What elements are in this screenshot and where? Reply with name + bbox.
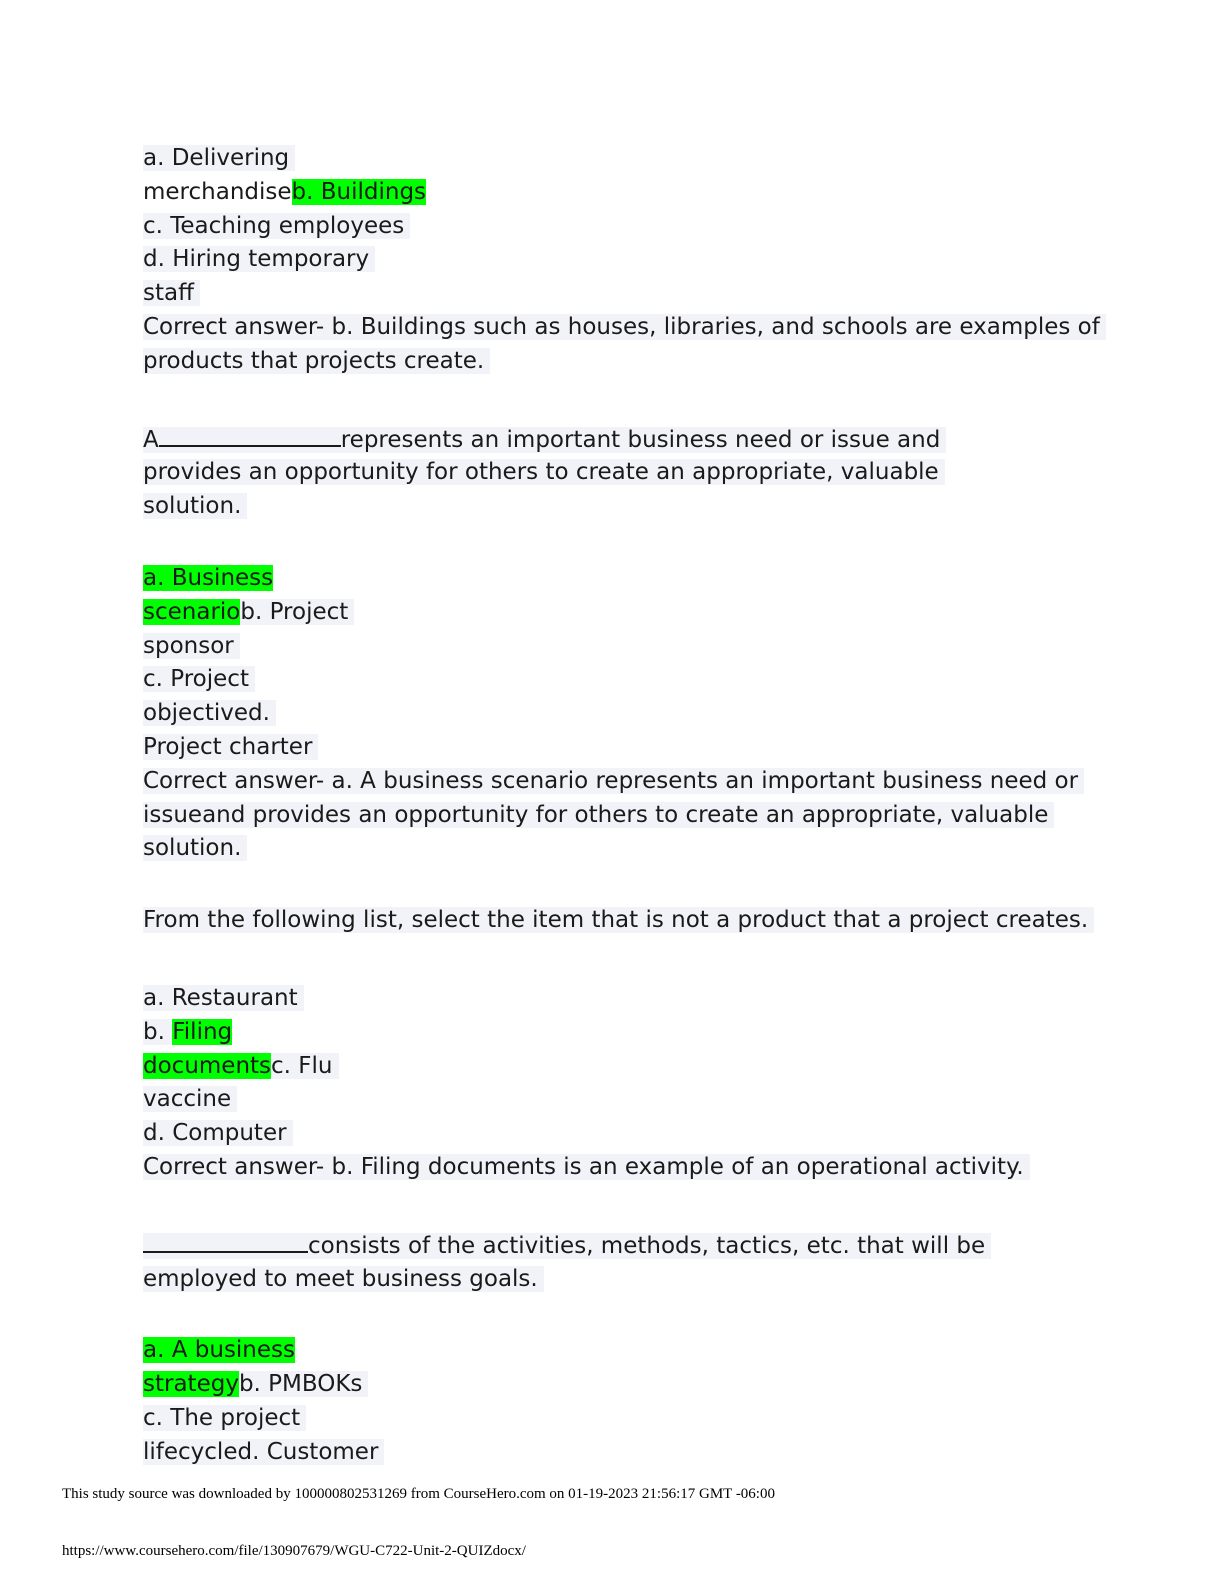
q4-option-a-correct: a. A business <box>143 1337 296 1364</box>
q3-option-b-correct: Filing <box>172 1018 233 1045</box>
q2-option-c-line2: objectived. <box>143 697 1103 731</box>
q4-blank <box>143 1229 308 1253</box>
q3-option-a: a. Restaurant <box>143 982 1103 1016</box>
q3-option-c: c. Flu <box>271 1053 338 1079</box>
q4-option-b: b. PMBOKs <box>239 1371 368 1397</box>
q1-answer-line1: Correct answer- b. Buildings such as houses, libraries, and schools are examples of <box>143 311 1103 345</box>
q1-answer-line2: products that projects create. <box>143 345 1103 379</box>
quiz-content <box>143 142 1103 1470</box>
q2-option-a-b-line: scenariob. Project <box>143 596 1103 630</box>
q4-option-a-b-line: strategyb. PMBOKs <box>143 1368 1103 1402</box>
q1-option-a-b-line <box>143 176 1103 210</box>
q1-option-a-line1: a. Delivering <box>143 142 1103 176</box>
q2-option-b: b. Project <box>240 599 354 625</box>
q4-option-c-line1: c. The project <box>143 1402 1103 1436</box>
q1-option-c: c. Teaching employees <box>143 210 1103 244</box>
q3-answer: Correct answer- b. Filing documents is an example of an operational activity. <box>143 1151 1103 1185</box>
q3-option-c-line2: vaccine <box>143 1083 1103 1117</box>
q2-option-d: Project charter <box>143 731 1103 765</box>
q2-blank <box>159 423 341 447</box>
q4-option-c-line2: lifecycled. Customer <box>143 1436 1103 1470</box>
q4-stem-line1: consists of the activities, methods, tactics, etc. that will be <box>143 1229 1103 1263</box>
download-source-notice: This study source was downloaded by 100000802531269 from CourseHero.com on 01-19-2023 21:56:17 GMT -06:00 <box>62 1486 775 1502</box>
q1-option-a-text: merchandise <box>143 178 292 205</box>
q2-answer-line3: solution. <box>143 832 1103 866</box>
q2-answer-line1: Correct answer- a. A business scenario represents an important business need or <box>143 765 1103 799</box>
q4-option-a-line1 <box>143 1334 1103 1368</box>
q3-option-b-c-line: documentsc. Flu <box>143 1050 1103 1084</box>
q2-stem-line1: A represents an important business need or issue and <box>143 423 1103 457</box>
q1-option-d-line2: staff <box>143 277 1103 311</box>
q3-stem: From the following list, select the item that is not a product that a project creates. <box>143 904 1103 938</box>
q4-stem-line2: employed to meet business goals. <box>143 1263 1103 1297</box>
q2-stem-line3: solution. <box>143 490 1103 524</box>
q2-option-a-line1 <box>143 562 1103 596</box>
q2-option-a-correct: a. Business <box>143 564 274 591</box>
q3-option-b-line1: b. Filing <box>143 1018 233 1045</box>
q3-option-d: d. Computer <box>143 1117 1103 1151</box>
q2-option-b-line2: sponsor <box>143 630 1103 664</box>
q1-option-d-line1: d. Hiring temporary <box>143 243 1103 277</box>
source-url[interactable]: https://www.coursehero.com/file/130907679/WGU-C722-Unit-2-QUIZdocx/ <box>62 1543 526 1559</box>
q2-option-c-line1: c. Project <box>143 663 1103 697</box>
q1-option-b-correct: b. Buildings <box>291 178 427 205</box>
q2-answer-line2: issueand provides an opportunity for others to create an appropriate, valuable <box>143 799 1103 833</box>
q2-stem-line2: provides an opportunity for others to create an appropriate, valuable <box>143 456 1103 490</box>
